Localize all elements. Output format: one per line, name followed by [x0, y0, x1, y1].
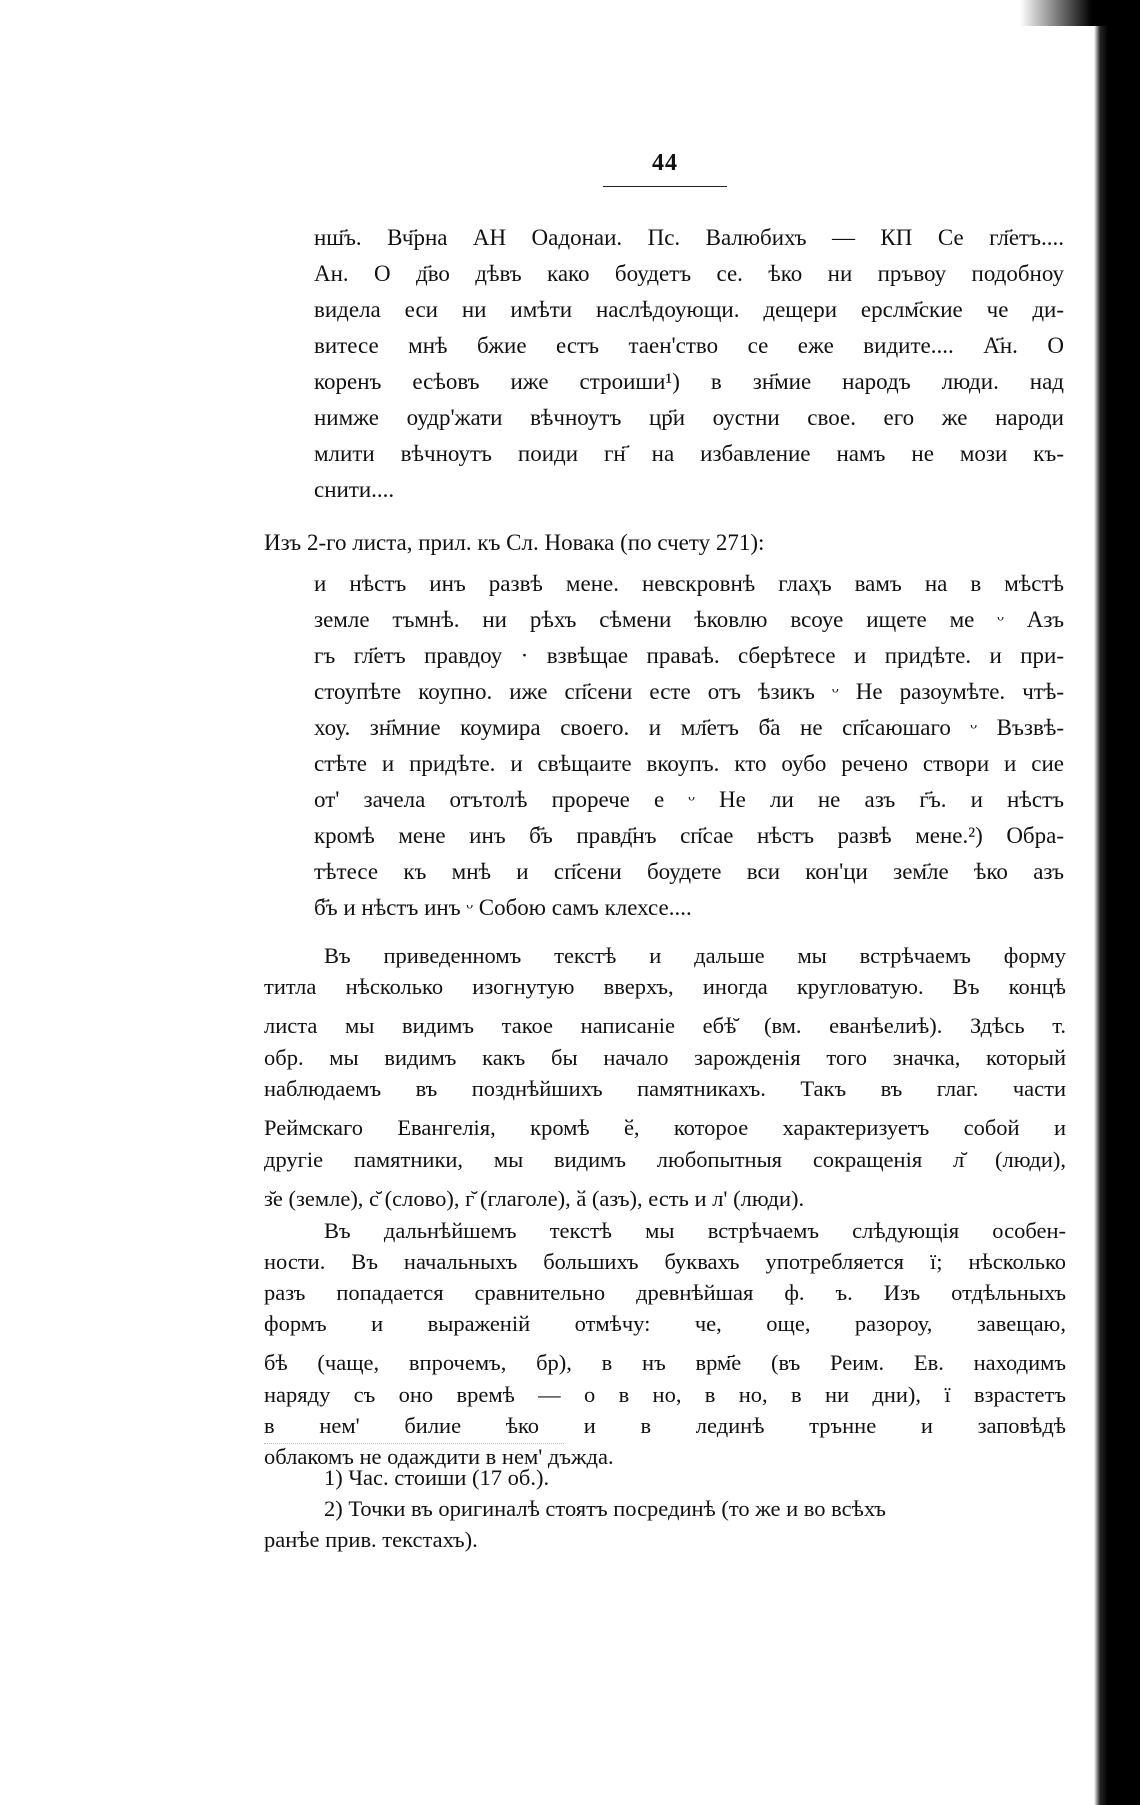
quote2-line: хоу. зн҃мние коумира своего. и мл҃етъ б҃а не сп҃саюшаго ᵕ Възвѣ- [314, 715, 1064, 740]
prose-line: титла нѣсколько изогнутую вверхъ, иногда кругловатую. Въ концѣ [264, 974, 1066, 999]
quote2-line: стоупѣте коупно. иже сп҃сени есте отъ ѣзикъ ᵕ Не разоумѣте. чтѣ- [314, 679, 1064, 704]
quote1-line: нш҃ъ. Вч҃рна АН Оадонаи. Пс. Валюбихъ — КП Се гл҃етъ.... [314, 225, 1064, 250]
scan-edge-shadow [1094, 0, 1140, 1805]
quote1-line: снити.... [314, 477, 395, 502]
quote2-line: б҃ъ и нѣстъ инъ ᵕ Собою самъ клехсе.... [314, 895, 692, 920]
quote1-line: видела еси ни имѣти наслѣдоующи. дещери ерслм҃ские че ди- [314, 297, 1064, 322]
prose-line: формъ и выраженій отмѣчу: че, още, разороу, завещаю, [264, 1311, 1066, 1336]
quote1-line: нимже оудр'жати вѣчноутъ цр҃и оустни свое. его же народи [314, 405, 1064, 430]
prose-line: Реймскаго Евангелія, кромѣ ӗ, которое характеризуетъ собой и [264, 1115, 1066, 1140]
page-number-rule [603, 186, 727, 187]
page-number: 44 [652, 150, 678, 176]
footnote-1: 1) Час. стоиши (17 об.). [324, 1465, 550, 1490]
prose-line: Въ приведенномъ текстѣ и дальше мы встрѣчаемъ форму [324, 943, 1066, 968]
prose-line: наряду съ оно времѣ — о в но, в но, в ни дни), ї взрастетъ [264, 1382, 1066, 1407]
prose-line: з̆е (земле), с̆ (слово), г̆ (глаголе), ӑ (азъ), есть и л' (люди). [264, 1186, 805, 1211]
quote1-line: млити вѣчноутъ поиди гн҃ на избавление намъ не мози къ- [314, 441, 1064, 466]
prose-line: бѣ (чаще, впрочемъ, бр), в нъ врм҃е (въ Реим. Ев. находимъ [264, 1350, 1066, 1375]
footnote-separator [264, 1443, 564, 1444]
prose-line: листа мы видимъ такое написаніе ебѣ̆ (вм. еванѣелиѣ). Здѣсь т. [264, 1013, 1066, 1038]
quote1-line: Ан. О д҃во дѣвъ како боудетъ се. ѣко ни пръвоу подобноу [314, 261, 1064, 286]
body-paragraphs [264, 940, 1066, 1472]
quote2-line: кромѣ мене инъ б҃ъ правд҃нъ сп҃сае нѣстъ развѣ мене.²) Обра- [314, 823, 1064, 848]
quote2-line: тѣтесе къ мнѣ и сп҃сени боудете вси кон'ци зем҃ле ѣко азъ [314, 859, 1064, 884]
quote2-line: и нѣстъ инъ развѣ мене. невскровнѣ глаҳъ вамъ на в мѣстѣ [314, 571, 1064, 596]
quote1-line: витесе мнѣ бжие естъ таен'ство се еже видите.... А҃н. О [314, 333, 1064, 358]
footnote-2-cont: ранѣе прив. текстахъ). [264, 1527, 478, 1552]
scan-edge-corner [1020, 0, 1140, 26]
quote2-line: гъ гл҃етъ правдоу · взвѣщае праваѣ. сберѣтесе и придѣте. и при- [314, 643, 1064, 668]
prose-line: в нем' билие ѣко и в лединѣ трънне и заповѣдѣ [264, 1413, 1066, 1438]
prose-line: разъ попадается сравнительно древнѣйшая ф. ъ. Изъ отдѣльныхъ [264, 1280, 1066, 1305]
quote2-line: от' зачела отътолѣ прорече е ᵕ Не ли не азъ г҃ъ. и нѣстъ [314, 787, 1064, 812]
prose-line: ности. Въ начальныхъ большихъ буквахъ употребляется ї; нѣсколько [264, 1249, 1066, 1274]
quote2-line: стѣте и придѣте. и свѣщаите вкоупъ. кто оубо речено створи и сие [314, 751, 1064, 776]
footnote-2: 2) Точки въ оригиналѣ стоятъ посрединѣ (то же и во всѣхъ [324, 1496, 886, 1521]
footnotes [264, 1462, 1066, 1555]
section-heading: Изъ 2-го листа, прил. къ Сл. Новака (по счету 271): [264, 530, 765, 555]
prose-line: другіе памятники, мы видимъ любопытныя сокращенія л̆ (люди), [264, 1147, 1066, 1172]
quote-block-1 [314, 220, 1064, 508]
prose-line: обр. мы видимъ какъ бы начало зарожденія того значка, который [264, 1045, 1066, 1070]
quote1-line: коренъ есѣовъ иже строиши¹) в зн҃мие народъ люди. над [314, 369, 1064, 394]
prose-line: облакомъ не одаждити в нем' дъжда. [264, 1444, 614, 1469]
quote-block-2 [314, 566, 1064, 926]
prose-line: наблюдаемъ въ позднѣйшихъ памятникахъ. Такъ въ глаг. части [264, 1076, 1066, 1101]
quote2-line: земле тъмнѣ. ни рѣхъ сѣмени ѣковлю всоуе ищете ме ᵕ Азъ [314, 607, 1064, 632]
prose-line: Въ дальнѣйшемъ текстѣ мы встрѣчаемъ слѣдующія особен- [324, 1218, 1066, 1243]
